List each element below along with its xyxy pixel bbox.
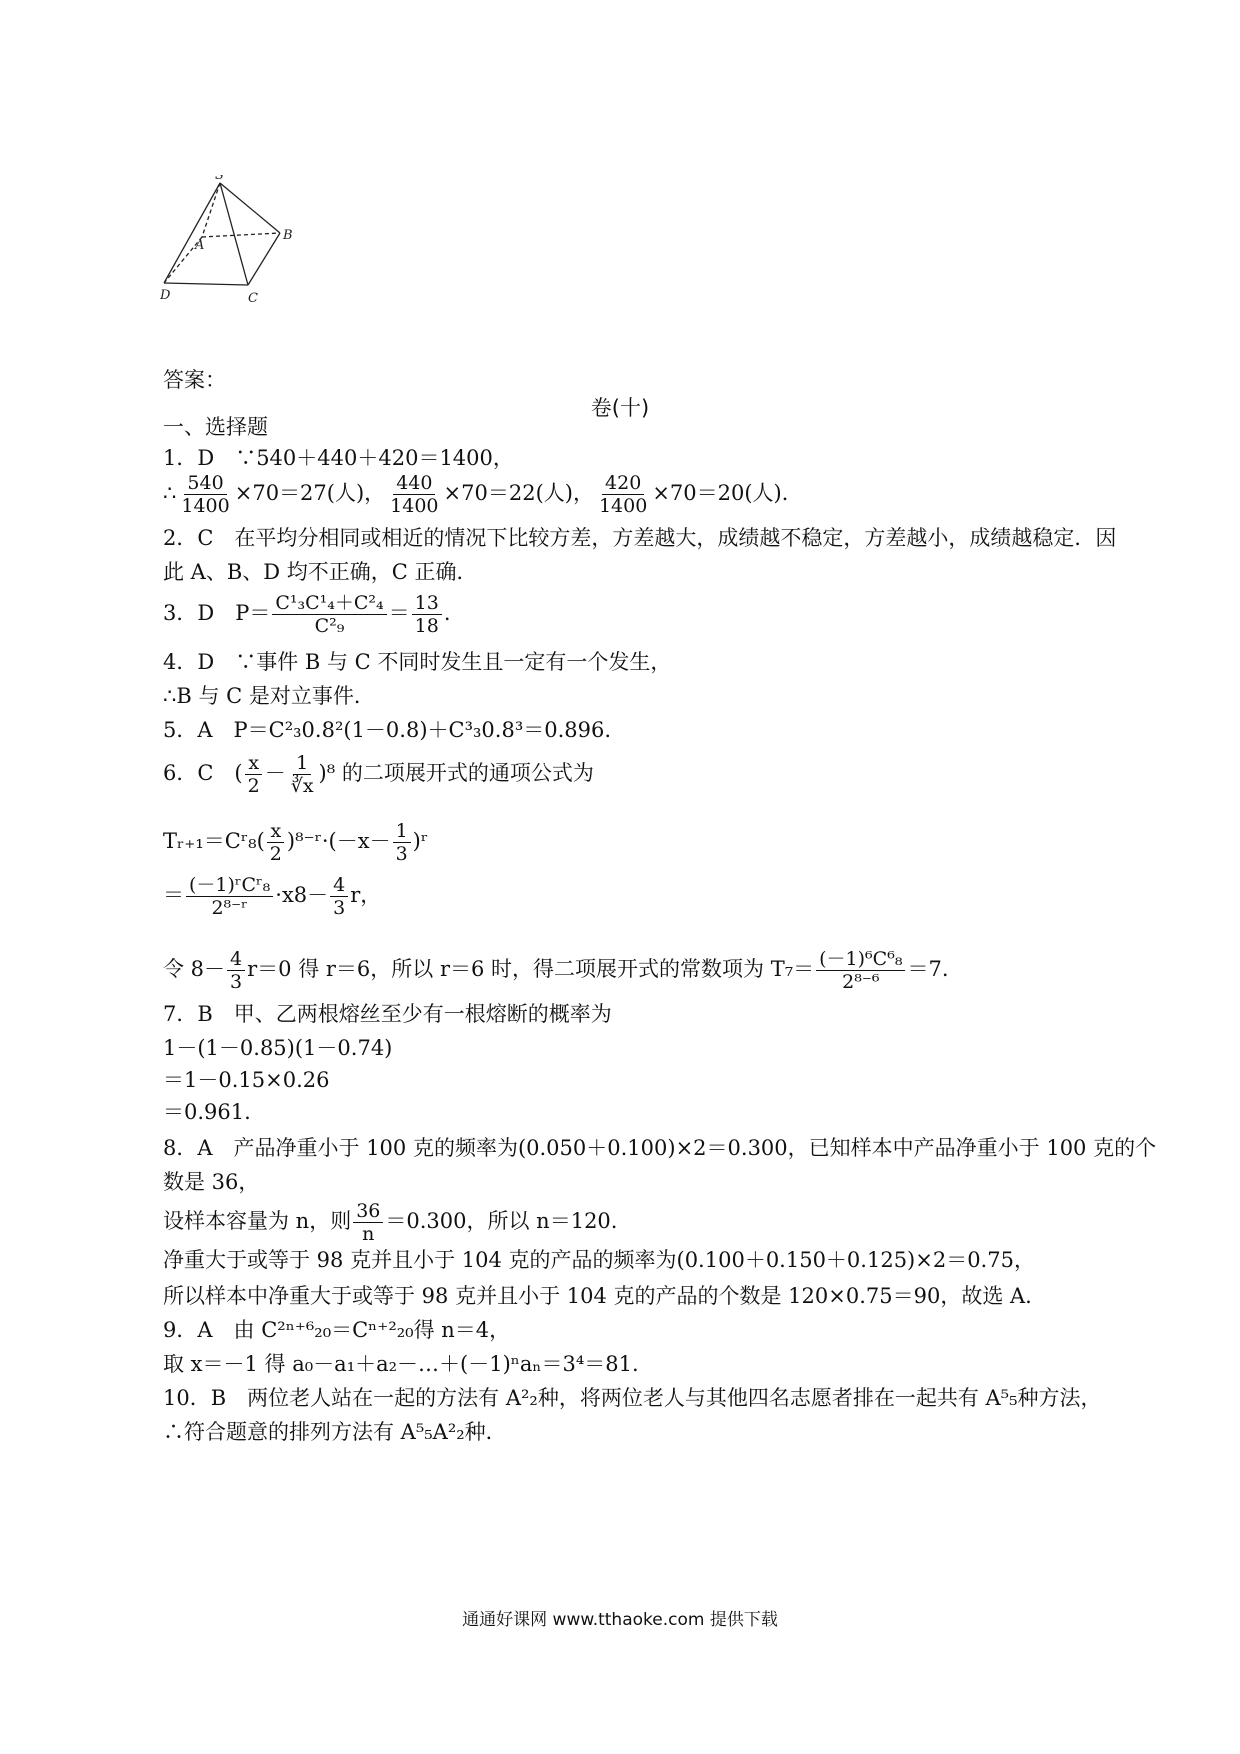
answer-4-line-2: ∴B 与 C 是对立事件． [163,684,375,708]
answer-8-line-5: 所以样本中净重大于或等于 98 克并且小于 104 克的产品的个数是 120×0.75＝90，故选 A. [163,1284,1032,1308]
pyramid-figure [160,175,340,330]
answer-8-line-3: 设样本容量为 n，则 $\frac{36}{n}$ ＝0.300，所以 n＝120. [163,1200,618,1245]
answer-6-line-3: ＝ $\frac{\text{(－1)ʳCʳ₈}}{\text{2⁸⁻ʳ}}$ ·x8－ $\frac{4}{3}$ r， [163,874,382,919]
answer-10-line-2: ∴符合题意的排列方法有 A⁵₅A²₂种． [163,1420,507,1444]
answer-10-line-1: 10．B 两位老人站在一起的方法有 A²₂种，将两位老人与其他四名志愿者排在一起共有 A⁵₅种方法， [163,1386,1102,1410]
answer-6-line-4: 令 8－ $\frac{4}{3}$ r＝0 得 r＝6，所以 r＝6 时，得二项展开式的常数项为 T₇＝ $\frac{\text{(－1)⁶C⁶₈}}{\text{2⁸⁻⁶}}$ ＝7. [163,948,949,993]
vertex-label-a: A [195,238,205,253]
answer-1-line-1: 1．D ∵540＋440＋420＝1400， [163,446,514,470]
answer-2-line-1: 2．C 在平均分相同或相近的情况下比较方差，方差越大，成绩越不稳定，方差越小，成绩越稳定．因 [163,526,1117,550]
answer-7-line-4: ＝0.961. [163,1100,251,1124]
answer-7-line-1: 7．B 甲、乙两根熔丝至少有一根熔断的概率为 [163,1002,612,1026]
answer-5: 5．A P＝C²₃0.8²(1－0.8)＋C³₃0.8³＝0.896. [163,718,612,742]
vertex-label-d: D [160,288,171,303]
answer-6-line-1: 6．C ( $\frac{x}{2}$ － $\frac{1}{∛x}$ )⁸ 的二项展开式的通项公式为 [163,752,594,797]
section-title: 一、选择题 [163,415,268,439]
answer-2-line-2: 此 A、B、D 均不正确，C 正确． [163,560,478,584]
answer-8-line-1: 8．A 产品净重小于 100 克的频率为(0.050＋0.100)×2＝0.300，已知样本中产品净重小于 100 克的个 [163,1136,1157,1160]
answer-7-line-3: ＝1－0.15×0.26 [163,1068,330,1092]
vertex-label-c: C [248,291,258,306]
vertex-label-b: B [283,228,293,243]
vertex-label-s: S [215,175,224,183]
answer-9-line-1: 9．A 由 C²ⁿ⁺⁶₂₀＝Cⁿ⁺²₂₀得 n＝4， [163,1318,511,1342]
answer-8-line-4: 净重大于或等于 98 克并且小于 104 克的产品的频率为(0.100＋0.150＋0.125)×2＝0.75， [163,1248,1035,1272]
answer-8-line-2: 数是 36， [163,1170,260,1194]
answer-9-line-2: 取 x＝－1 得 a₀－a₁＋a₂－…＋(－1)ⁿaₙ＝3⁴＝81. [163,1352,639,1376]
answer-label: 答案： [163,368,226,392]
answer-3: 3．D P＝ $\frac{\text{C¹₃C¹₄＋C²₄}}{\text{C²₉}}$ ＝ $\frac{13}{18}$ . [163,592,451,637]
answer-4-line-1: 4．D ∵事件 B 与 C 不同时发生且一定有一个发生， [163,650,672,674]
answer-6-line-2: Tᵣ₊₁＝Cʳ₈( $\frac{x}{2}$ )⁸⁻ʳ·(－x－ $\frac{1}{3}$ )ʳ [163,820,429,865]
page-footer: 通通好课网 www.tthaoke.com 提供下载 [462,1610,778,1630]
answer-7-line-2: 1－(1－0.85)(1－0.74) [163,1036,393,1060]
answer-1-line-2: ∴ $\frac{540}{1400}$ ×70＝27(人)， $\frac{440}{1400}$ ×70＝22(人)， $\frac{420}{1400}$ ×70＝20(人)． [163,472,803,517]
volume-title: 卷(十) [590,396,650,420]
pyramid-diagram [160,175,340,330]
